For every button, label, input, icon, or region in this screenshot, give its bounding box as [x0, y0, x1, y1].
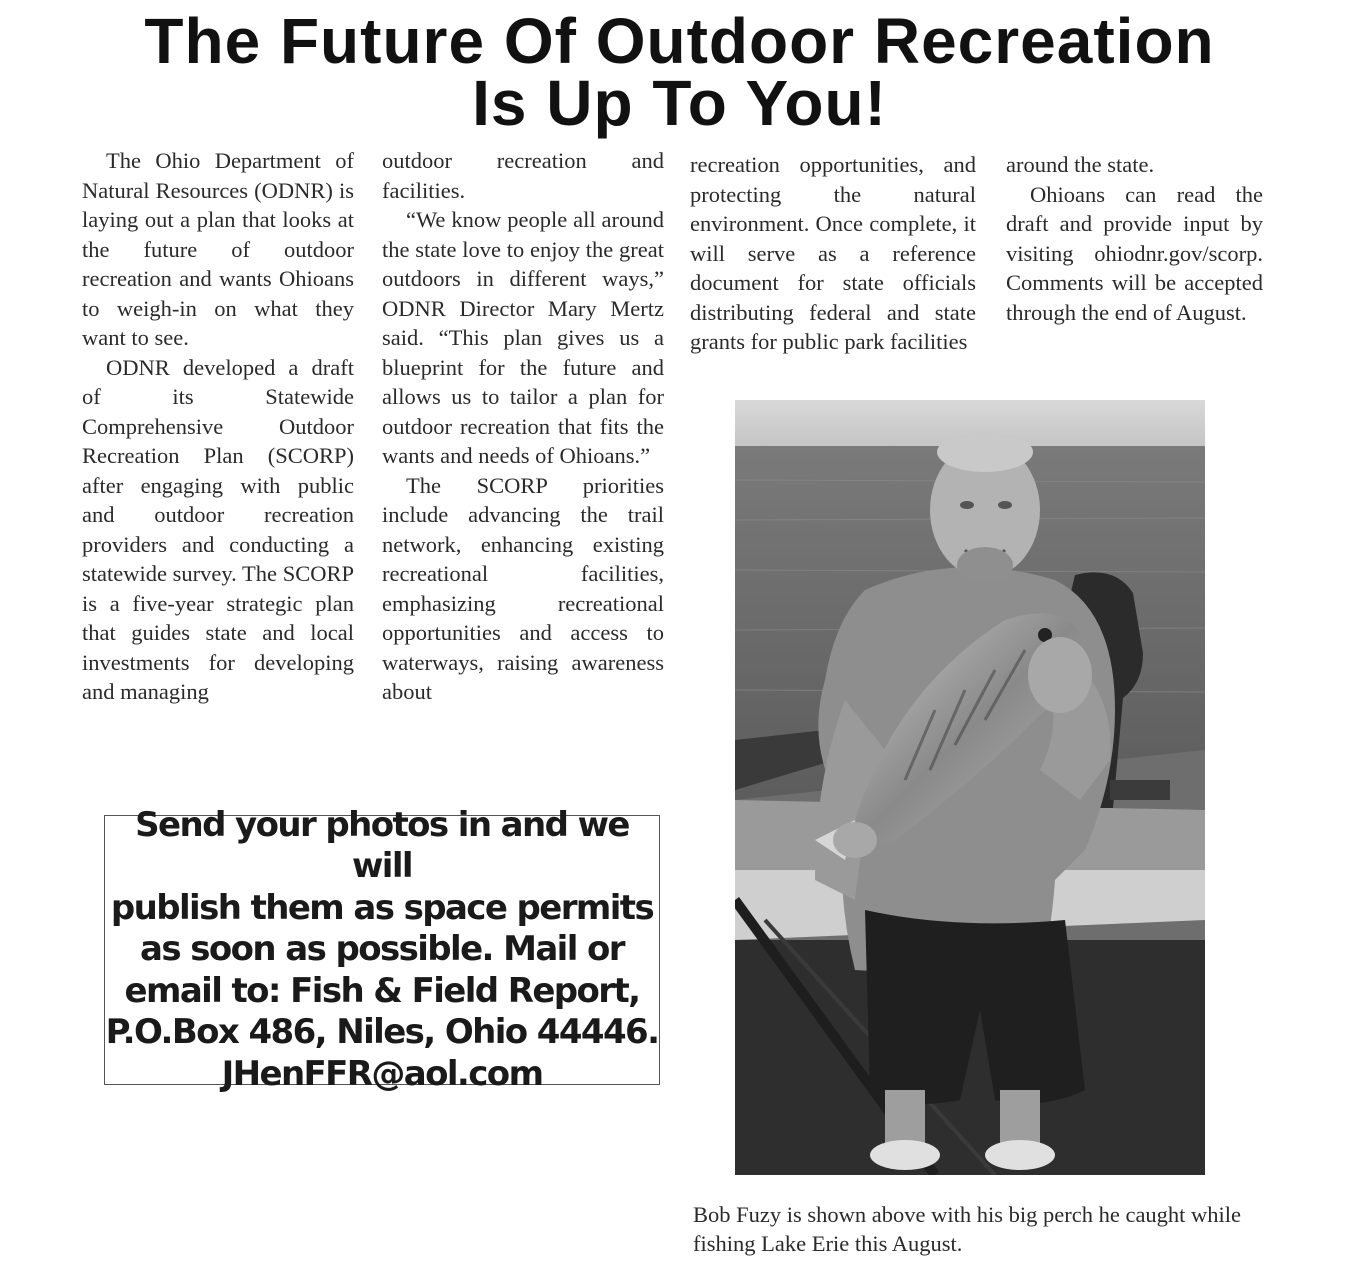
headline-line-1: The Future Of Outdoor Recreation	[144, 5, 1215, 77]
article-paragraph: The SCORP priorities include advancing the trail network, enhancing existing recreational facilities, emphasizing recreational opportunities and access to waterways, raising awareness about	[382, 472, 664, 704]
notice-line: email to: Fish & Field Report,	[124, 970, 640, 1011]
notice-line: as soon as possible. Mail or	[140, 929, 624, 970]
photo-submission-notice	[104, 804, 660, 1094]
fishing-photo-illustration	[735, 400, 1205, 1175]
article-column-3	[690, 150, 976, 357]
article-paragraph-continued: recreation opportunities, and protecting the natural environment. Once complete, it will serve as a reference document for state officials distributing federal and state grants for public park facilities	[690, 152, 976, 354]
article-headline	[0, 5, 1359, 139]
headline-line-2: Is Up To You!	[472, 67, 887, 139]
article-column-4	[1006, 150, 1263, 327]
article-column-1	[82, 146, 354, 707]
article-paragraph: “We know people all around the state love to enjoy the great outdoors in different ways,” ODNR Director Mary Mertz said. “This plan gives us a blueprint for the future and allows us to tailor a plan for outdoor recreation that fits the wants and needs of Ohioans.”	[382, 207, 664, 468]
article-column-2	[382, 146, 664, 707]
notice-email: JHenFFR@aol.com	[221, 1053, 543, 1094]
fishing-photo	[735, 400, 1205, 1175]
article-paragraph: The Ohio Department of Natural Resources (ODNR) is laying out a plan that looks at the future of outdoor recreation and wants Ohioans to weigh-in on what they want to see.	[82, 148, 354, 350]
photo-caption: Bob Fuzy is shown above with his big perch he caught while fishing Lake Erie this August.	[693, 1202, 1242, 1256]
article-paragraph-continued: outdoor recreation and facilities.	[382, 148, 664, 203]
article-paragraph: ODNR developed a draft of its Statewide Comprehensive Outdoor Recreation Plan (SCORP) after engaging with public and outdoor recreation providers and conducting a statewide survey. The SCORP is a five-year strategic plan that guides state and local investments for developing and managing	[82, 354, 354, 704]
notice-line: publish them as space permits	[110, 887, 654, 928]
article-paragraph-continued: around the state.	[1006, 152, 1155, 177]
article-paragraph: Ohioans can read the draft and provide input by visiting ohiodnr.gov/scorp. Comments will be accepted through the end of August.	[1006, 181, 1263, 325]
notice-line: P.O.Box 486, Niles, Ohio 44446.	[105, 1012, 659, 1053]
notice-line: Send your photos in and we will	[135, 804, 629, 887]
